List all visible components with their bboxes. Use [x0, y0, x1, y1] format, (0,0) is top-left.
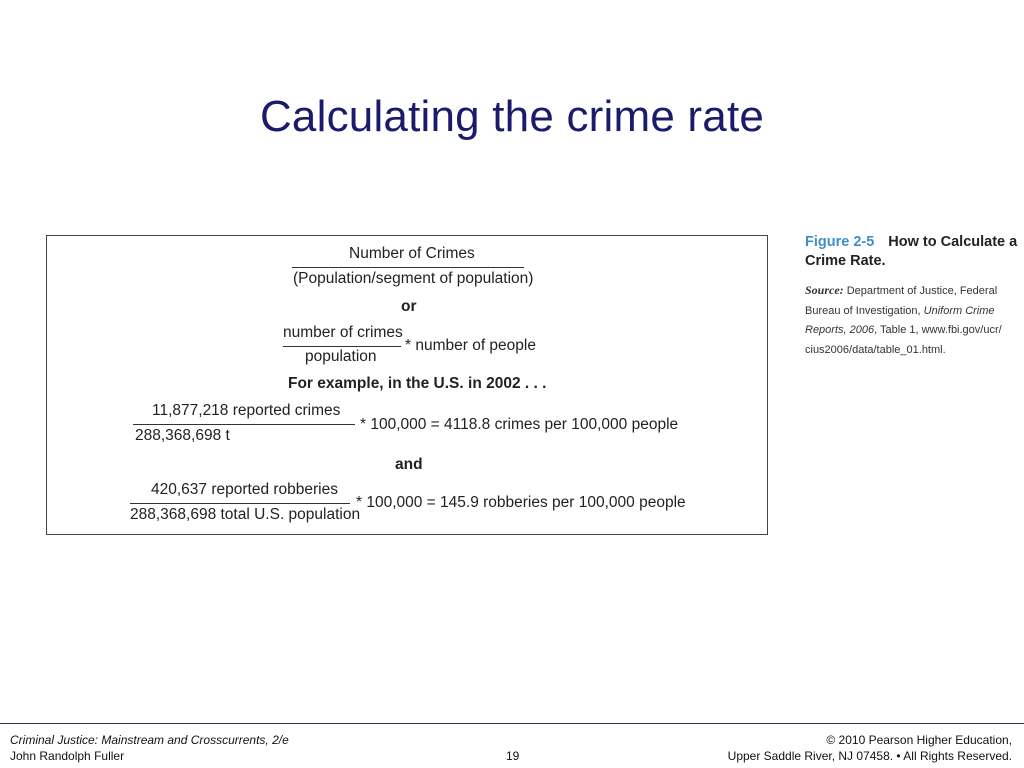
formula2-denominator: population: [305, 348, 377, 365]
page-number: 19: [506, 749, 520, 763]
example1-fraction-bar: [133, 424, 355, 425]
slide-title: Calculating the crime rate: [259, 92, 765, 141]
figure-caption: [805, 233, 1020, 360]
footer-rule: [0, 723, 1024, 724]
footer-author: John Randolph Fuller: [10, 749, 125, 763]
formula2-numerator: number of crimes: [283, 324, 403, 341]
formula1-numerator: Number of Crimes: [349, 245, 475, 262]
source-line1: Department of Justice, Federal: [846, 285, 998, 297]
caption-title-line1: How to Calculate a: [888, 234, 1018, 250]
formula2-multiplier: * number of people: [405, 337, 536, 354]
source-line3b: , Table 1, www.fbi.gov/ucr/: [874, 324, 1002, 336]
example2-denominator: 288,368,698 total U.S. population: [130, 506, 361, 523]
caption-heading: [805, 233, 1020, 271]
example2-fraction-bar: [130, 503, 350, 504]
formula1-fraction-bar: [292, 267, 524, 268]
formula-figure: [46, 235, 768, 535]
or-label: or: [401, 298, 417, 315]
formula2-fraction-bar: [283, 346, 401, 347]
example-intro: For example, in the U.S. in 2002 . . .: [288, 375, 547, 392]
footer-book-title: Criminal Justice: Mainstream and Crosscurrents, 2/e: [10, 733, 289, 747]
source-line2a: Bureau of Investigation,: [805, 304, 924, 317]
caption-title-line2: Crime Rate.: [805, 253, 886, 269]
footer-copyright-line1: © 2010 Pearson Higher Education,: [826, 733, 1012, 747]
example1-result: * 100,000 = 4118.8 crimes per 100,000 people: [360, 416, 679, 433]
formula1-denominator: (Population/segment of population): [293, 270, 534, 287]
example1-denominator: 288,368,698 t: [135, 427, 230, 444]
source-label: Source:: [805, 283, 844, 297]
and-label: and: [395, 456, 423, 473]
caption-source: [805, 281, 1020, 360]
example2-numerator: 420,637 reported robberies: [151, 481, 338, 498]
source-line3a: Reports, 2006: [805, 324, 875, 336]
source-line2b: Uniform Crime: [923, 304, 995, 317]
example1-numerator: 11,877,218 reported crimes: [152, 402, 341, 419]
footer-copyright-line2: Upper Saddle River, NJ 07458. • All Rights Reserved.: [727, 749, 1012, 763]
figure-number: Figure 2-5: [805, 234, 875, 250]
source-line4: cius2006/data/table_01.html.: [805, 343, 946, 356]
example2-result: * 100,000 = 145.9 robberies per 100,000 people: [356, 494, 686, 511]
